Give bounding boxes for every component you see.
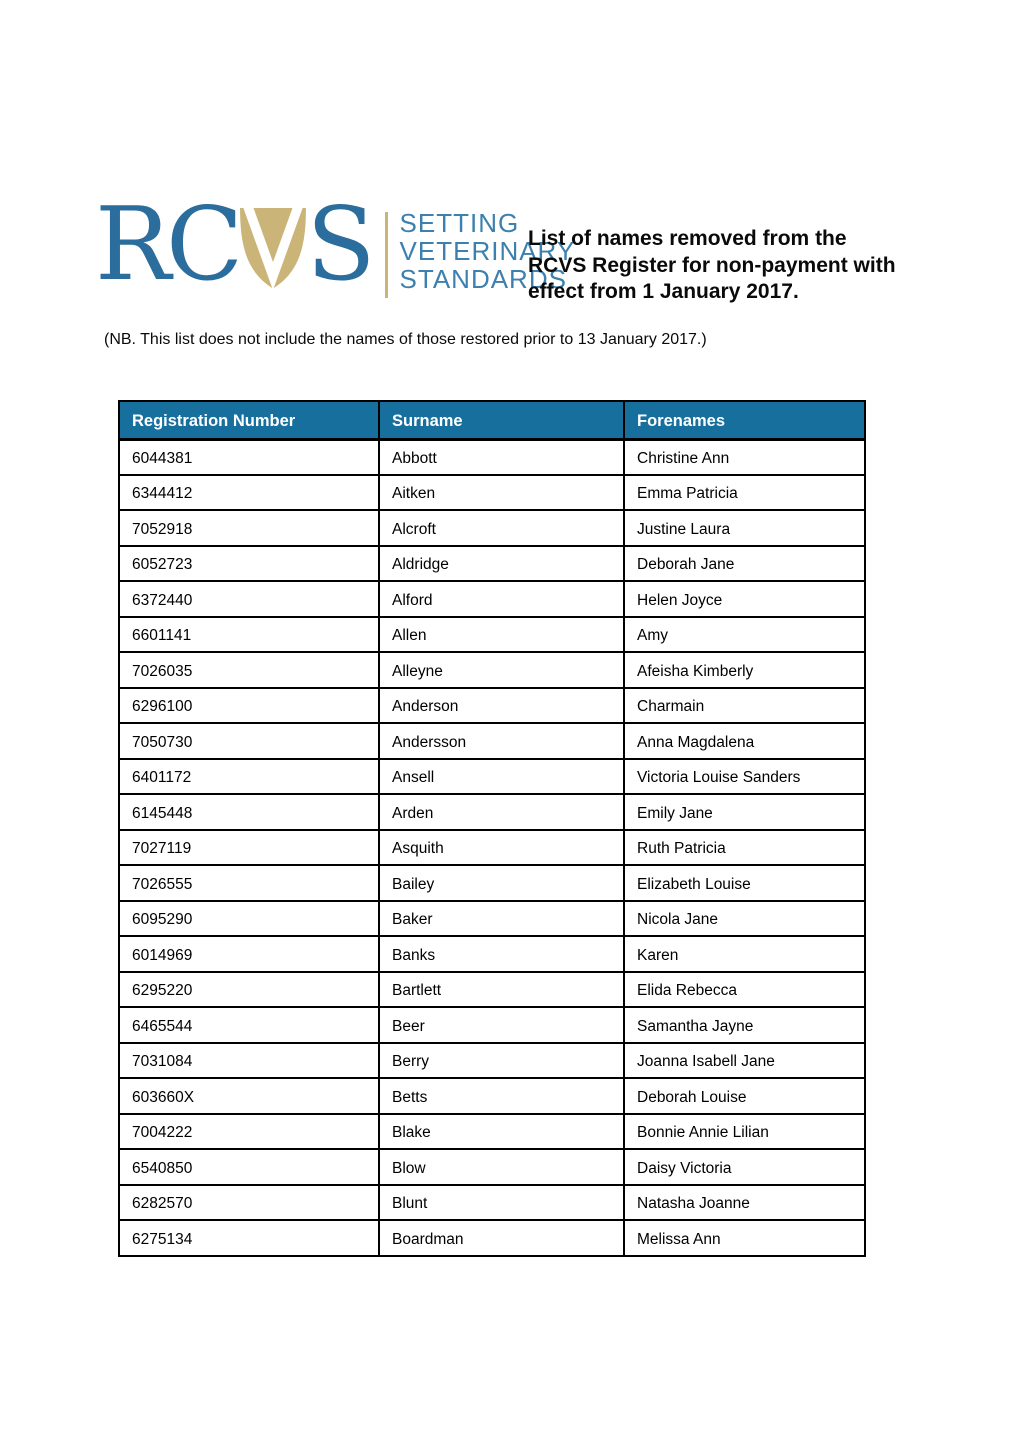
cell-surname: Alcroft [379, 510, 624, 546]
tagline-line-2: VETERINARY [399, 236, 576, 266]
cell-forenames: Bonnie Annie Lilian [624, 1114, 865, 1150]
cell-surname: Ansell [379, 759, 624, 795]
tagline-line-3: STANDARDS [399, 264, 567, 294]
logo-letter-s: S [306, 185, 371, 303]
cell-registration-number: 6275134 [119, 1220, 379, 1256]
cell-forenames: Charmain [624, 688, 865, 724]
cell-forenames: Elizabeth Louise [624, 865, 865, 901]
cell-forenames: Nicola Jane [624, 901, 865, 937]
rcvs-logo [95, 185, 576, 303]
cell-surname: Berry [379, 1043, 624, 1079]
column-header-forenames: Forenames [624, 401, 865, 439]
table-row [119, 1220, 865, 1256]
table-row [119, 936, 865, 972]
cell-surname: Asquith [379, 830, 624, 866]
cell-forenames: Samantha Jayne [624, 1007, 865, 1043]
table-row [119, 972, 865, 1008]
cell-forenames: Ruth Patricia [624, 830, 865, 866]
cell-registration-number: 7031084 [119, 1043, 379, 1079]
cell-registration-number: 6540850 [119, 1149, 379, 1185]
register-table [118, 400, 866, 1257]
table-row [119, 688, 865, 724]
cell-registration-number: 6465544 [119, 1007, 379, 1043]
title-line-2: RCVS Register for non-payment with [528, 253, 896, 277]
cell-surname: Andersson [379, 723, 624, 759]
column-header-registration-number: Registration Number [119, 401, 379, 439]
cell-forenames: Deborah Jane [624, 546, 865, 582]
table-row [119, 510, 865, 546]
cell-surname: Beer [379, 1007, 624, 1043]
table-row [119, 546, 865, 582]
title-line-3: effect from 1 January 2017. [528, 280, 799, 303]
logo-divider-rule [385, 212, 388, 298]
table-row [119, 581, 865, 617]
cell-forenames: Helen Joyce [624, 581, 865, 617]
cell-registration-number: 7050730 [119, 723, 379, 759]
cell-surname: Alleyne [379, 652, 624, 688]
table-row [119, 475, 865, 511]
cell-registration-number: 6344412 [119, 475, 379, 511]
table-body [119, 439, 865, 1256]
cell-forenames: Victoria Louise Sanders [624, 759, 865, 795]
cell-registration-number: 6601141 [119, 617, 379, 653]
cell-registration-number: 7026555 [119, 865, 379, 901]
cell-forenames: Deborah Louise [624, 1078, 865, 1114]
cell-forenames: Melissa Ann [624, 1220, 865, 1256]
table-header-row [119, 401, 865, 439]
table-row [119, 1114, 865, 1150]
cell-surname: Blow [379, 1149, 624, 1185]
table-row [119, 617, 865, 653]
page-title [528, 226, 896, 306]
table-row [119, 723, 865, 759]
cell-registration-number: 6014969 [119, 936, 379, 972]
cell-surname: Boardman [379, 1220, 624, 1256]
cell-forenames: Anna Magdalena [624, 723, 865, 759]
table-row [119, 794, 865, 830]
title-line-1: List of names removed from the [528, 227, 847, 250]
cell-registration-number: 6282570 [119, 1185, 379, 1221]
cell-surname: Blunt [379, 1185, 624, 1221]
note-text: (NB. This list does not include the names of those restored prior to 13 January 2017.) [104, 331, 707, 348]
table-row [119, 1149, 865, 1185]
cell-forenames: Afeisha Kimberly [624, 652, 865, 688]
cell-surname: Aitken [379, 475, 624, 511]
cell-surname: Banks [379, 936, 624, 972]
cell-forenames: Daisy Victoria [624, 1149, 865, 1185]
cell-registration-number: 7052918 [119, 510, 379, 546]
shield-icon [236, 208, 310, 290]
cell-registration-number: 6095290 [119, 901, 379, 937]
cell-surname: Anderson [379, 688, 624, 724]
cell-forenames: Amy [624, 617, 865, 653]
table-row [119, 865, 865, 901]
cell-forenames: Christine Ann [624, 439, 865, 475]
table-row [119, 830, 865, 866]
cell-forenames: Karen [624, 936, 865, 972]
cell-forenames: Elida Rebecca [624, 972, 865, 1008]
cell-registration-number: 6295220 [119, 972, 379, 1008]
cell-registration-number: 7026035 [119, 652, 379, 688]
cell-forenames: Emily Jane [624, 794, 865, 830]
table-row [119, 1185, 865, 1221]
table-row [119, 1007, 865, 1043]
table-row [119, 1078, 865, 1114]
column-header-surname: Surname [379, 401, 624, 439]
cell-registration-number: 603660X [119, 1078, 379, 1114]
cell-registration-number: 7027119 [119, 830, 379, 866]
tagline-line-1: SETTING [399, 208, 520, 238]
cell-surname: Arden [379, 794, 624, 830]
cell-surname: Baker [379, 901, 624, 937]
table-row [119, 1043, 865, 1079]
cell-surname: Blake [379, 1114, 624, 1150]
cell-surname: Alford [379, 581, 624, 617]
cell-registration-number: 6145448 [119, 794, 379, 830]
cell-forenames: Justine Laura [624, 510, 865, 546]
cell-surname: Bartlett [379, 972, 624, 1008]
cell-surname: Bailey [379, 865, 624, 901]
cell-registration-number: 6052723 [119, 546, 379, 582]
table-row [119, 439, 865, 475]
cell-forenames: Natasha Joanne [624, 1185, 865, 1221]
cell-registration-number: 6401172 [119, 759, 379, 795]
logo-letters-rc: RC [95, 185, 239, 303]
cell-registration-number: 7004222 [119, 1114, 379, 1150]
cell-surname: Aldridge [379, 546, 624, 582]
cell-surname: Abbott [379, 439, 624, 475]
table-row [119, 652, 865, 688]
cell-registration-number: 6372440 [119, 581, 379, 617]
cell-surname: Allen [379, 617, 624, 653]
cell-forenames: Joanna Isabell Jane [624, 1043, 865, 1079]
cell-registration-number: 6296100 [119, 688, 379, 724]
table-row [119, 759, 865, 795]
cell-surname: Betts [379, 1078, 624, 1114]
cell-forenames: Emma Patricia [624, 475, 865, 511]
table-row [119, 901, 865, 937]
cell-registration-number: 6044381 [119, 439, 379, 475]
